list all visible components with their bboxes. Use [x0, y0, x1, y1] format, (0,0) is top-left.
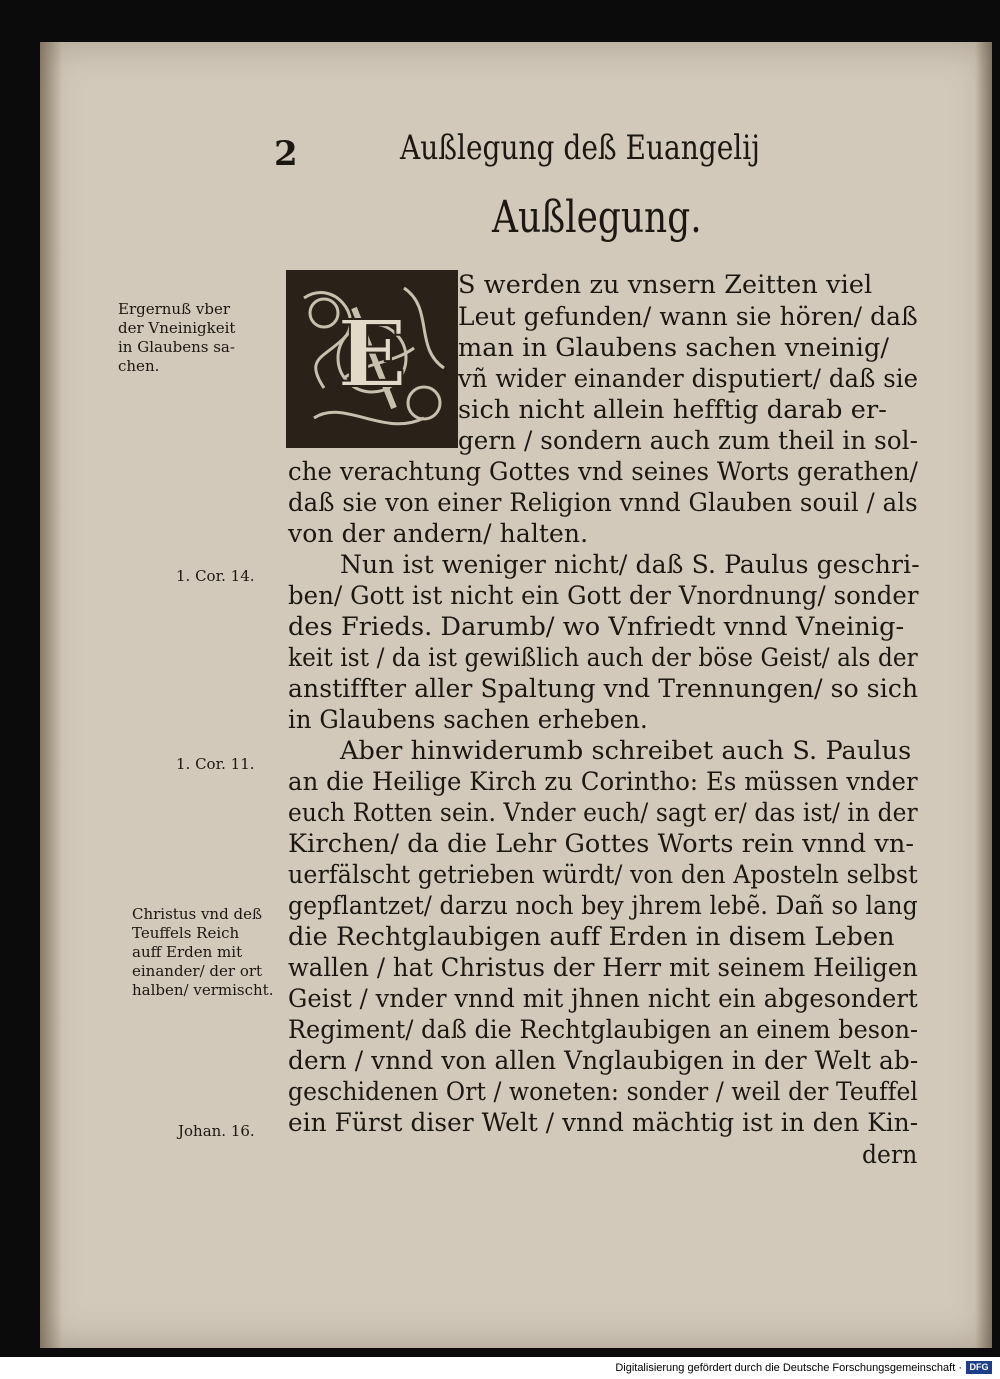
body-line: dern / vnnd von allen Vnglaubigen in der Welt ab- [288, 1046, 919, 1076]
body-line: Kirchen/ da die Lehr Gottes Worts rein vnnd vn- [288, 829, 915, 859]
body-line: Leut gefunden/ wann sie hören/ daß [458, 302, 918, 332]
body-line: Regiment/ daß die Rechtglaubigen an einem beson- [288, 1015, 919, 1045]
body-line: wallen / hat Christus der Herr mit seinem Heiligen [288, 953, 918, 983]
margin-note-line: einander/ der ort [132, 962, 263, 980]
running-head: Außlegung deß Euangelij [400, 128, 760, 168]
decorated-initial [284, 268, 460, 450]
body-line: ein Fürst diser Welt / vnnd mächtig ist in den Kin- [288, 1108, 919, 1138]
page-edge-shadow [975, 42, 992, 1348]
margin-note-line: in Glaubens sa- [118, 338, 235, 356]
margin-note-line: chen. [118, 357, 160, 375]
margin-note-line: der Vneinigkeit [118, 319, 236, 337]
margin-note [178, 1122, 255, 1141]
page-gutter-shadow [40, 42, 62, 1348]
body-line: dern [862, 1140, 918, 1170]
body-line: Nun ist weniger nicht/ daß S. Paulus geschri- [340, 550, 920, 580]
body-line: Aber hinwiderumb schreibet auch S. Paulus [340, 736, 912, 766]
margin-note-line: Teuffels Reich [132, 924, 240, 942]
body-line: uerfälscht getrieben würdt/ von den Aposteln selbst [288, 860, 918, 890]
section-heading: Außlegung. [492, 192, 702, 243]
body-line: geschidenen Ort / woneten: sonder / weil der Teuffel [288, 1077, 919, 1107]
margin-note [132, 905, 273, 1000]
margin-note-line: Johan. 16. [178, 1122, 255, 1140]
decorated-initial-art [284, 268, 460, 450]
body-line: anstiffter aller Spaltung vnd Trennungen/ so sich [288, 674, 919, 704]
margin-note-line: halben/ vermischt. [132, 981, 274, 999]
margin-note [118, 300, 235, 376]
margin-note-line: auff Erden mit [132, 943, 243, 961]
body-line: euch Rotten sein. Vnder euch/ sagt er/ das ist/ in der [288, 798, 918, 828]
margin-note [176, 755, 255, 774]
body-line: daß sie von einer Religion vnnd Glauben souil / als [288, 488, 918, 518]
body-line: ben/ Gott ist nicht ein Gott der Vnordnung/ sonder [288, 581, 919, 611]
body-line: in Glaubens sachen erheben. [288, 705, 648, 735]
body-line: vñ wider einander disputiert/ daß sie [458, 364, 919, 394]
body-line: sich nicht allein hefftig darab er- [458, 395, 887, 425]
body-line: gern / sondern auch zum theil in sol- [458, 426, 919, 456]
body-line: man in Glaubens sachen vneinig/ [458, 333, 890, 363]
margin-note-line: 1. Cor. 11. [176, 755, 255, 773]
margin-note-line: Ergernuß vber [118, 300, 231, 318]
body-line: S werden zu vnsern Zeitten viel [458, 270, 873, 300]
body-line: gepflantzet/ darzu noch bey jhrem lebẽ. Dañ so lang [288, 891, 918, 921]
body-line: an die Heilige Kirch zu Corintho: Es müssen vnder [288, 767, 918, 797]
body-line: keit ist / da ist gewißlich auch der böse Geist/ als der [288, 643, 918, 673]
margin-note [176, 567, 255, 586]
body-line: che verachtung Gottes vnd seines Worts gerathen/ [288, 457, 918, 487]
funding-footer: Digitalisierung gefördert durch die Deutsche Forschungsgemeinschaft · [615, 1362, 962, 1374]
body-line: des Frieds. Darumb/ wo Vnfriedt vnnd Vneinig- [288, 612, 905, 642]
body-line: Geist / vnder vnnd mit jhnen nicht ein abgesondert [288, 984, 918, 1014]
dfg-logo: DFG [966, 1361, 992, 1374]
body-line: die Rechtglaubigen auff Erden in disem Leben [288, 922, 895, 952]
initial-letter: E [336, 300, 408, 408]
body-line: von der andern/ halten. [288, 519, 589, 549]
margin-note-line: 1. Cor. 14. [176, 567, 255, 585]
page-number: 2 [274, 134, 298, 174]
margin-note-line: Christus vnd deß [132, 905, 262, 923]
